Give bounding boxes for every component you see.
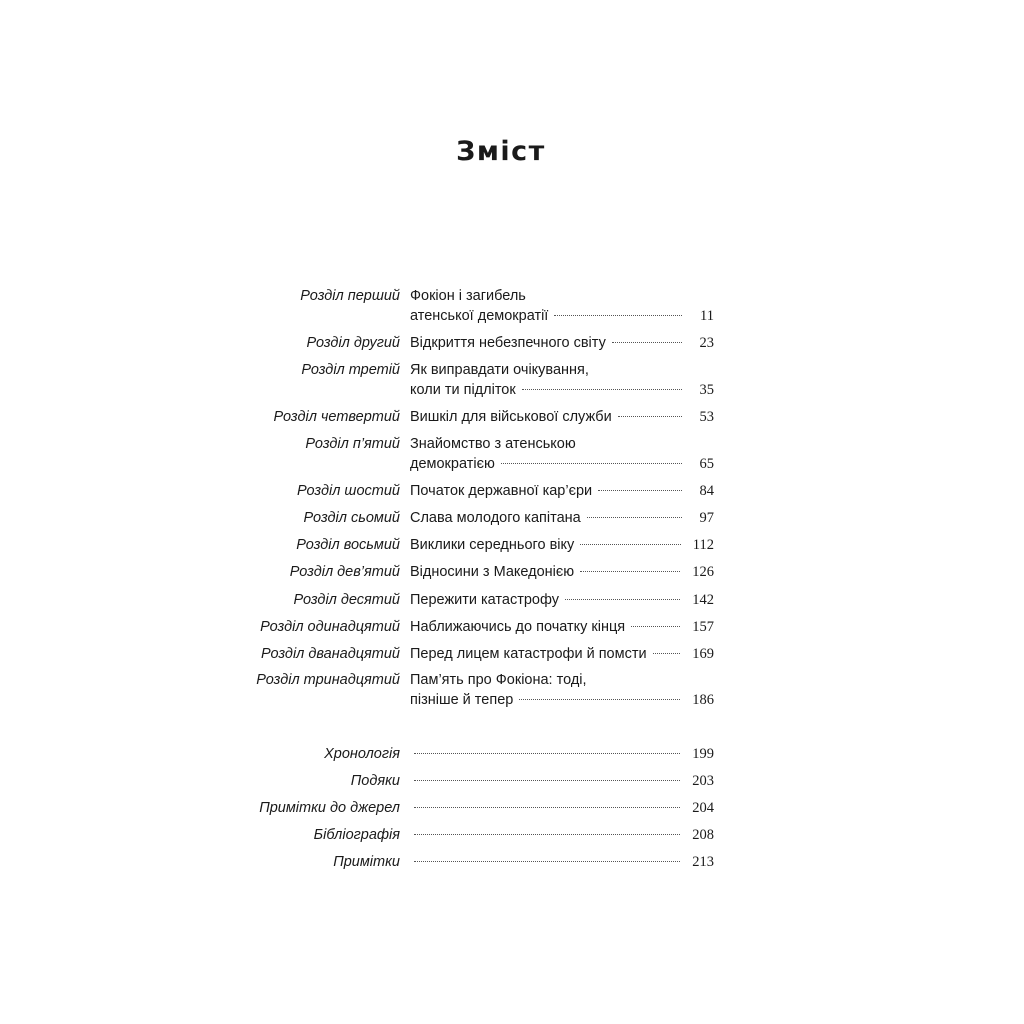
chapter-title-line-1: Фокіон і загибель: [410, 288, 526, 304]
chapter-title-line-1: Як виправдати очікування,: [410, 362, 589, 378]
chapter-title-line-2: пізніше й тепер: [410, 692, 514, 708]
page-number: 23: [699, 335, 714, 351]
back-matter-label: Примітки до джерел: [259, 800, 400, 816]
dot-leader: [414, 753, 680, 754]
page-number: 126: [692, 564, 714, 580]
dot-leader: [580, 571, 680, 572]
page-number: 204: [692, 800, 714, 816]
page-number: 203: [692, 773, 714, 789]
chapter-label: Розділ восьмий: [296, 537, 400, 553]
chapter-title-line-1: Знайомство з атенською: [410, 436, 576, 452]
chapter-title: Відносини з Македонією: [410, 564, 575, 580]
chapter-label: Розділ п’ятий: [305, 436, 400, 452]
chapter-label: Розділ шостий: [297, 483, 400, 499]
page-number: 35: [699, 382, 714, 398]
dot-leader: [631, 626, 680, 627]
page-number: 199: [692, 746, 714, 762]
back-matter-label: Подяки: [350, 773, 400, 789]
chapter-label: Розділ четвертий: [273, 409, 400, 425]
chapter-title: Виклики середнього віку: [410, 537, 575, 553]
chapter-label: Розділ третій: [301, 362, 400, 378]
chapter-label: Розділ одинадцятий: [260, 619, 400, 635]
chapter-title-line-2: атенської демократії: [410, 308, 549, 324]
page-number: 53: [699, 409, 714, 425]
page-number: 112: [692, 537, 714, 553]
chapter-label: Розділ другий: [306, 335, 400, 351]
chapter-title: Пережити катастрофу: [410, 592, 560, 608]
chapter-label: Розділ сьомий: [303, 510, 400, 526]
page-number: 169: [692, 646, 714, 662]
chapter-title-line-2: демократією: [410, 456, 495, 472]
dot-leader: [501, 463, 682, 464]
dot-leader: [414, 780, 680, 781]
chapter-label: Розділ перший: [300, 288, 400, 304]
back-matter-label: Хронологія: [324, 746, 400, 762]
dot-leader: [580, 544, 681, 545]
chapter-title-line-1: Пам’ять про Фокіона: тоді,: [410, 672, 587, 688]
back-matter-label: Примітки: [333, 854, 400, 870]
page-number: 142: [692, 592, 714, 608]
dot-leader: [414, 834, 680, 835]
chapter-title-line-2: коли ти підліток: [410, 382, 516, 398]
chapter-title: Вишкіл для військової служби: [410, 409, 612, 425]
dot-leader: [414, 807, 680, 808]
page-number: 213: [692, 854, 714, 870]
dot-leader: [612, 342, 682, 343]
dot-leader: [587, 517, 682, 518]
chapter-label: Розділ дванадцятий: [260, 646, 400, 662]
dot-leader: [618, 416, 682, 417]
page-title: Зміст: [456, 136, 546, 167]
page-number: 157: [692, 619, 714, 635]
chapter-label: Розділ тринадцятий: [256, 672, 400, 688]
chapter-title: Початок державної кар’єри: [410, 483, 593, 499]
dot-leader: [565, 599, 680, 600]
page-number: 11: [700, 308, 714, 324]
dot-leader: [598, 490, 682, 491]
back-matter-label: Бібліографія: [313, 827, 400, 843]
dot-leader: [519, 699, 680, 700]
dot-leader: [554, 315, 682, 316]
page-number: 186: [692, 692, 714, 708]
chapter-title: Наближаючись до початку кінця: [410, 619, 626, 635]
chapter-title: Відкриття небезпечного світу: [410, 335, 606, 351]
dot-leader: [653, 653, 681, 654]
page-number: 97: [699, 510, 714, 526]
page-number: 65: [699, 456, 714, 472]
dot-leader: [414, 861, 680, 862]
chapter-label: Розділ десятий: [293, 592, 400, 608]
chapter-label: Розділ дев’ятий: [289, 564, 400, 580]
chapter-title: Перед лицем катастрофи й помсти: [410, 646, 647, 662]
page-number: 208: [692, 827, 714, 843]
dot-leader: [522, 389, 682, 390]
page-number: 84: [699, 483, 714, 499]
chapter-title: Слава молодого капітана: [410, 510, 581, 526]
